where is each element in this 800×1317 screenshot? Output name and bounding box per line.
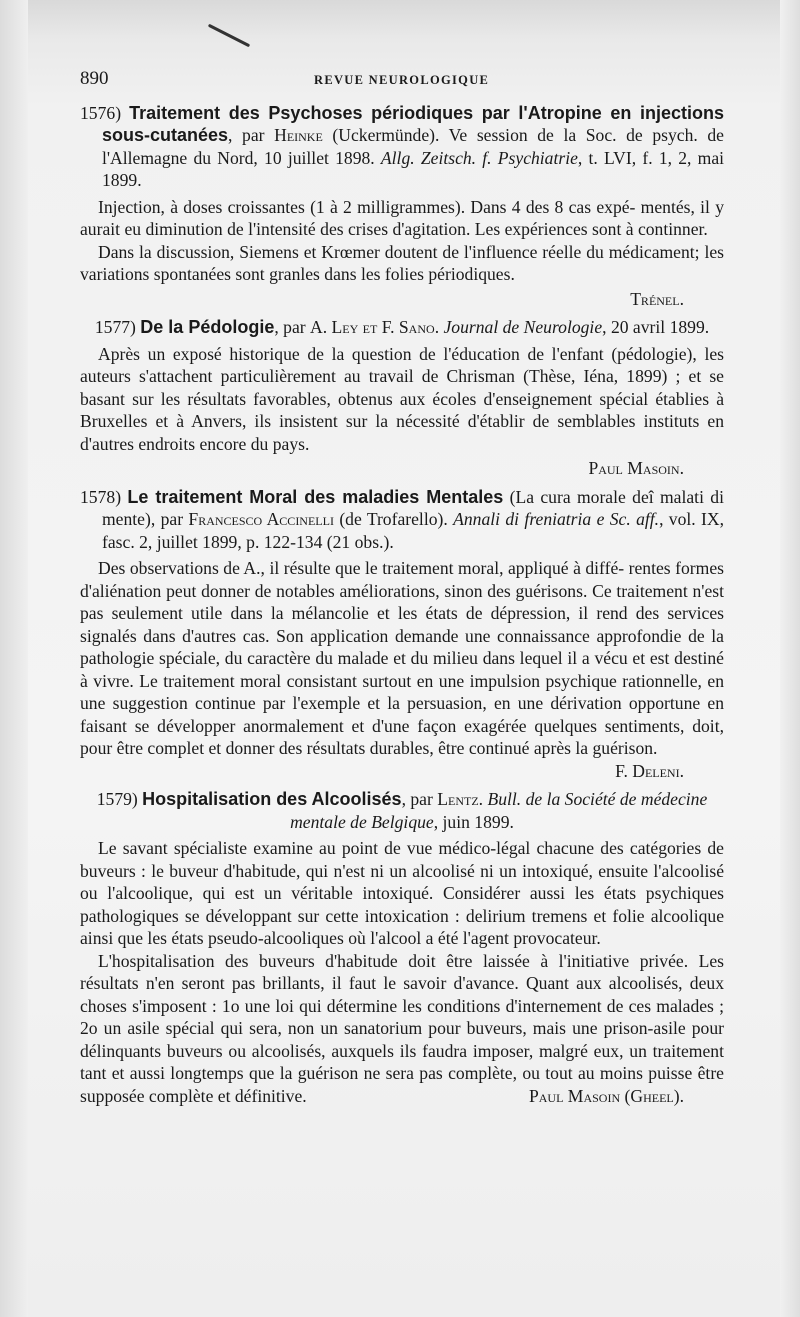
entry-title: Le traitement Moral des maladies Mentales — [127, 486, 504, 507]
entry-abstract — [80, 343, 724, 456]
entry-sep: , par — [228, 125, 275, 145]
entry-signature: Paul Masoin (Gheel). — [528, 1085, 684, 1106]
abstract-paragraph: Dans la discussion, Siemens et Krœmer doutent de l'influence réelle du médicament; les variations spontanées sont granles dans les folies périodiques. — [80, 241, 724, 284]
entry-abstract — [80, 196, 724, 286]
entry-abstract — [80, 837, 724, 1107]
abstract-text: Des observations de A., il résulte que le traitement moral, appliqué à diffé- rentes formes d'aliénation peut donner de notables améliorations, sinon des guérisons. Ce traitement n'est pas seulement utile dans la mélancolie et les états de dépression, il rend des services signalés dans d'autres cas. Son application demande une connaissance approfondie de la pathologie spéciale, du caractère du malade et du milieu dans lequel il a vécu et est destiné à vivre. Le traitement moral consistant surtout en une impulsion psychique rationnelle, en une suggestion continue par l'exemple et la persuasion, en une dérivation opportune en faisant se développer anormalement et d'une façon exagérée quelques sentiments, doit, pour être complet et donner des résultats durables, être continué après la guérison. — [80, 558, 724, 758]
page-number: 890 — [80, 68, 109, 89]
entry-details: (Uckermünde). Ve session de la Soc. de psych. de l'Allemagne du Nord, 10 juillet 1898. — [102, 125, 724, 168]
entry-number: 1577) — [94, 317, 136, 337]
entry-heading — [80, 788, 724, 833]
entry-details: . — [478, 789, 488, 809]
abstract-entry-1577 — [80, 316, 724, 480]
entry-title: Traitement des Psychoses périodiques par l'Atropine en injections sous-cutanées — [102, 102, 724, 145]
entry-number: 1578) — [80, 486, 122, 507]
entry-journal: Journal de Neurologie — [443, 317, 603, 337]
entry-number: 1576) — [80, 102, 122, 123]
abstract-paragraph: Le savant spécialiste examine au point de vue médico-légal chacune des catégories de buveurs : le buveur d'habitude, qui n'est ni un alcoolisé ni un intoxiqué, ensuite l'alcoolisé ou l'alcoolique, qui est un véritable intoxiqué. Considérer aussi les états psychiques pathologiques se développant sur cette intoxication : delirium tremens et folie alcoolique ainsi que les états pseudo-alcooliques où l'alcool a été l'agent provocateur. — [80, 838, 724, 948]
entry-abstract — [80, 557, 724, 782]
entry-reference: , 20 avril 1899. — [602, 317, 710, 337]
entry-details: . — [434, 317, 444, 337]
entry-author: Heinke — [274, 125, 323, 145]
abstract-paragraph: Après un exposé historique de la question de l'éducation de l'enfant (pédologie), les auteurs s'attachent particulièrement au travail de Chrisman (Thèse, Iéna, 1899) ; et se basant sur les résultats favorables, obtenus aux écoles d'enseignement spécial établies à Bruxelles et à Anvers, ils insistent sur la nécessité d'établir de semblables instituts en d'autres endroits encore du pays. — [80, 343, 724, 454]
entry-author: Lentz — [437, 789, 479, 809]
entry-journal: Bull. de la Société de médecine mentale de Belgique — [290, 789, 708, 832]
entry-sep: , par — [401, 789, 438, 809]
entry-author: Francesco Accinelli — [188, 509, 334, 529]
entry-reference: , juin 1899. — [433, 811, 514, 832]
abstract-entry-1579 — [80, 788, 724, 1107]
journal-title: REVUE NEUROLOGIQUE — [314, 73, 490, 87]
entry-journal: Allg. Zeitsch. f. Psychiatrie — [380, 147, 578, 168]
abstract-text: L'hospitalisation des buveurs d'habitude doit être laissée à l'initiative privée. Les résultats n'en seront pas brillants, il faut le savoir d'avance. Quant aux alcoolisés, deux choses s'imposent : 1o une loi qui détermine les conditions d'internement de ces malades ; 2o un asile spécial qui sera, non un sanatorium pour buveurs, mais une prison-asile pour délinquants buveurs ou alcoolisés, auxquels ils faudra imposer, malgré eux, un traitement tant et aussi longtemps que la guérison ne sera pas complète, ou tout au moins puisse être supposée complète et définitive. — [80, 950, 724, 1106]
entry-title: De la Pédologie — [140, 317, 275, 337]
abstract-paragraph: Injection, à doses croissantes (1 à 2 milligrammes). Dans 4 des 8 cas expé- mentés, il y aurait eu diminution de l'intensité des crises d'agitation. Les expériences sont à continner. — [80, 196, 724, 239]
entry-signature: Trénel. — [630, 288, 684, 309]
abstract-entry-1576 — [80, 102, 724, 311]
abstract-paragraph — [80, 557, 724, 781]
entry-heading — [80, 316, 724, 339]
entry-signature: Paul Masoin. — [588, 458, 684, 478]
entry-reference: , t. LVI, f. 1, 2, mai 1899. — [102, 147, 725, 190]
entry-heading — [80, 486, 724, 554]
running-head — [80, 68, 724, 92]
entry-sep: , par — [274, 317, 311, 337]
abstract-entry-1578 — [80, 486, 724, 783]
entry-heading — [80, 102, 724, 192]
entry-reference: , vol. IX, fasc. 2, juillet 1899, p. 122-134 (21 obs.). — [102, 509, 725, 552]
entry-sep: (La cura morale deî malati di mente), par — [102, 486, 724, 529]
entry-details: (de Trofarello). — [333, 509, 454, 529]
entry-author: A. Ley et F. Sano — [310, 317, 435, 337]
entry-number: 1579) — [96, 789, 138, 809]
entry-journal: Annali di freniatria e Sc. aff. — [453, 509, 660, 529]
entry-title: Hospitalisation des Alcoolisés — [142, 789, 402, 809]
abstract-paragraph — [80, 950, 724, 1108]
journal-page — [80, 68, 724, 1107]
entry-signature: F. Deleni. — [615, 760, 684, 781]
